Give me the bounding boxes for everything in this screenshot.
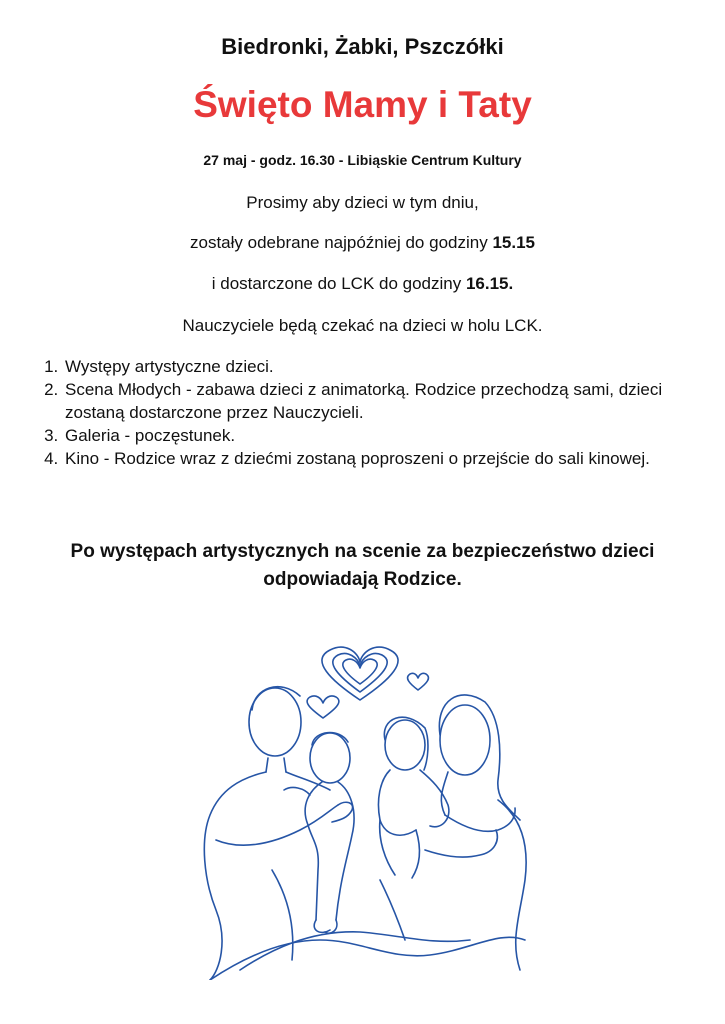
info-line-1 (0, 193, 725, 213)
delivery-time: 16.15. (465, 274, 514, 293)
info-line-3-text: i dostarczone do LCK do godziny (211, 274, 466, 293)
heart-icon (307, 696, 339, 718)
pickup-time: 15.15 (492, 233, 535, 252)
page-title: Święto Mamy i Taty (193, 84, 532, 125)
program-item: 2. Scena Młodych - zabawa dzieci z animatorką. Rodzice przechodzą sami, dzieci zostaną dostarczone przez Nauczycieli. (63, 378, 713, 424)
heart-icon (343, 659, 377, 684)
info-line-1-text: Prosimy aby dzieci w tym dniu, (246, 193, 479, 212)
info-line-3 (0, 274, 725, 294)
safety-notice: Po występach artystycznych na scenie za bezpieczeństwo dzieci odpowiadają Rodzice. (70, 541, 655, 590)
family-line-art-illustration (180, 640, 540, 980)
info-line-2 (0, 233, 725, 253)
heart-icon (408, 673, 429, 690)
info-line-4 (0, 316, 725, 336)
groups-heading: Biedronki, Żabki, Pszczółki (221, 34, 504, 59)
program-list (40, 355, 713, 470)
boy-head (310, 733, 350, 783)
program-item: 1. Występy artystyczne dzieci. (63, 355, 713, 378)
mother-head (440, 705, 490, 775)
event-date-location: 27 maj - godz. 16.30 - Libiąskie Centrum Kultury (203, 152, 522, 168)
info-line-2-text: zostały odebrane najpóźniej do godziny (190, 233, 493, 252)
program-item: 3. Galeria - poczęstunek. (63, 424, 713, 447)
program-item: 4. Kino - Rodzice wraz z dziećmi zostaną poproszeni o przejście do sali kinowej. (63, 447, 713, 470)
info-line-4-text: Nauczyciele będą czekać na dzieci w holu LCK. (182, 316, 543, 335)
girl-head (385, 720, 425, 770)
